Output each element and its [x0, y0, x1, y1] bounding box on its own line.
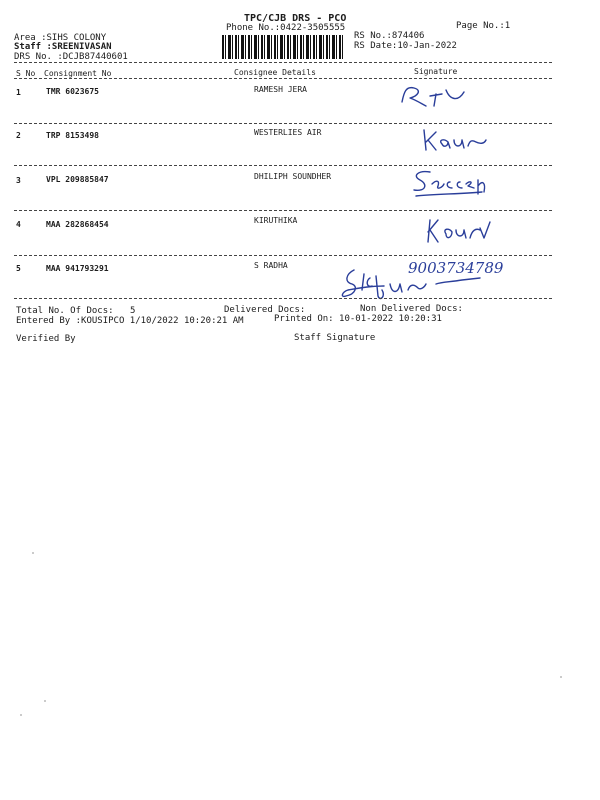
barcode: [222, 35, 344, 59]
entered-by: Entered By :KOUSIPCO 1/10/2022 10:20:21 AM: [16, 316, 244, 326]
staff-field: Staff :SREENIVASAN: [14, 42, 112, 52]
printed-on: Printed On: 10-01-2022 10:20:31: [274, 314, 442, 324]
page-number: Page No.:1: [456, 21, 511, 31]
row-3-consignee: DHILIPH SOUNDHER: [254, 172, 332, 181]
row-2-consignment: TRP 8153498: [46, 131, 99, 140]
row-5-consignment: MAA 941793291: [46, 264, 109, 273]
area-field: Area :SIHS COLONY: [14, 33, 107, 43]
row-1-consignment: TMR 6023675: [46, 87, 99, 96]
rs-date: RS Date:10-Jan-2022: [354, 41, 457, 51]
document-title: TPC/CJB DRS - PCO: [244, 13, 347, 24]
column-header-divider: [14, 78, 552, 79]
row-5-handwritten-phone: 9003734789: [408, 259, 504, 277]
scan-speck: [32, 552, 34, 554]
row-4-divider: [14, 255, 552, 256]
row-5-sno: 5: [16, 264, 21, 273]
verified-by: Verified By: [16, 334, 76, 344]
col-consignee: Consignee Details: [234, 68, 316, 77]
row-1-divider: [14, 123, 552, 124]
row-5-signature: [340, 266, 490, 306]
row-4-consignee: KIRUTHIKA: [254, 216, 298, 225]
row-2-sno: 2: [16, 131, 21, 140]
scan-speck: [560, 676, 562, 678]
row-1-sno: 1: [16, 88, 21, 97]
col-sno: S No: [16, 69, 36, 78]
delivered-docs-label: Delivered Docs:: [224, 305, 306, 315]
row-3-divider: [14, 210, 552, 211]
row-4-signature: [424, 214, 494, 248]
table-bottom-divider: [14, 298, 552, 299]
row-4-sno: 4: [16, 220, 21, 229]
scan-speck: [44, 700, 46, 702]
row-3-consignment: VPL 209885847: [46, 175, 109, 184]
row-1-signature: [396, 82, 476, 112]
header-divider: [14, 62, 552, 63]
row-1-consignee: RAMESH JERA: [254, 85, 307, 94]
row-2-consignee: WESTERLIES AIR: [254, 128, 322, 137]
row-3-signature: [408, 166, 492, 202]
total-docs-value: 5: [130, 306, 136, 316]
col-signature: Signature: [414, 67, 458, 76]
row-4-consignment: MAA 282868454: [46, 220, 109, 229]
rs-number: RS No.:874406: [354, 31, 425, 41]
row-5-consignee: S RADHA: [254, 261, 288, 270]
scan-speck: [20, 714, 22, 716]
row-2-signature: [420, 126, 500, 156]
total-docs-label: Total No. Of Docs:: [16, 306, 114, 316]
row-3-sno: 3: [16, 176, 21, 185]
drs-number: DRS No. :DCJB87440601: [14, 52, 128, 62]
non-delivered-docs-label: Non Delivered Docs:: [360, 304, 463, 314]
col-consignment: Consignment No: [44, 69, 112, 78]
phone-number: Phone No.:0422-3505555: [226, 23, 346, 33]
staff-signature: Staff Signature: [294, 333, 376, 343]
